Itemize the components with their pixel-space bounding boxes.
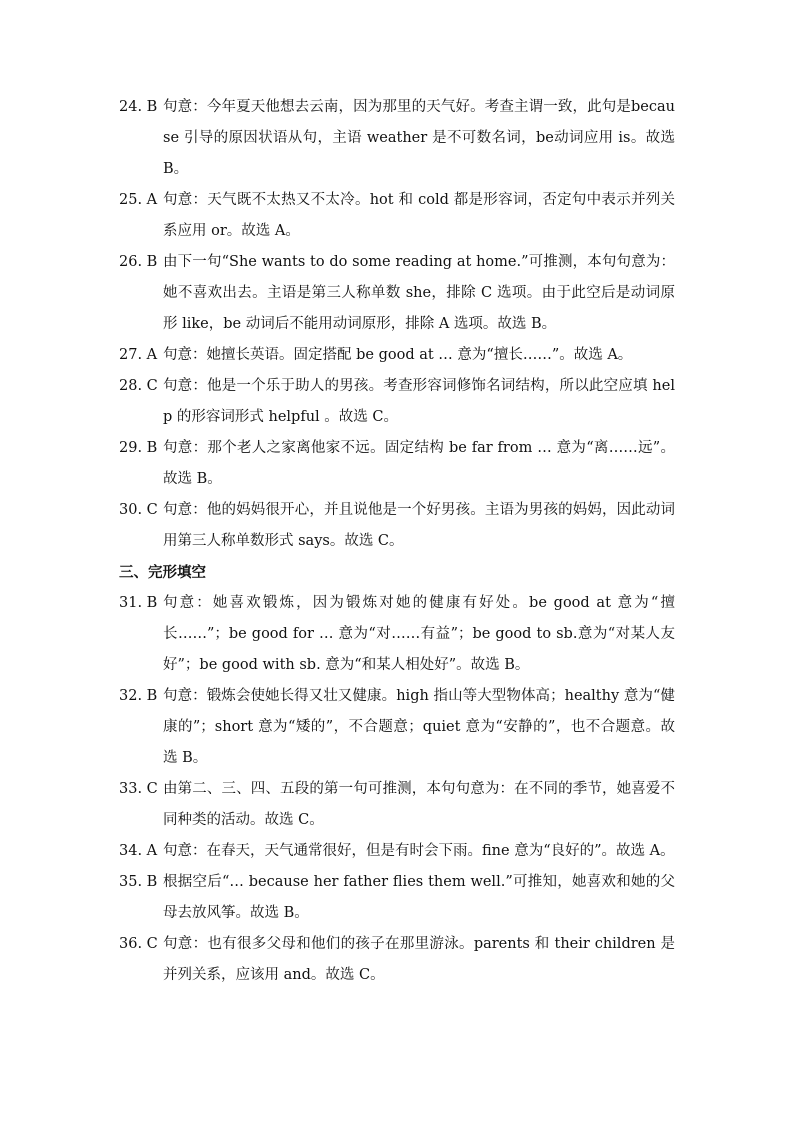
answer-item-32	[119, 681, 675, 774]
answer-item-25	[119, 185, 675, 247]
answer-explanation: 根据空后“… because her father flies them well.”可推知，她喜欢和她的父母去放风筝。故选 B。	[163, 874, 675, 921]
answer-explanation: 由第二、三、四、五段的第一句可推测，本句句意为：在不同的季节，她喜爱不同种类的活动。故选 C。	[163, 781, 675, 828]
answer-explanation: 句意：也有很多父母和他们的孩子在那里游泳。parents 和 their children 是并列关系，应该用 and。故选 C。	[163, 936, 675, 983]
answer-item-34	[119, 836, 675, 867]
answer-explanations	[119, 92, 675, 991]
answer-explanation: 句意：天气既不太热又不太冷。hot 和 cold 都是形容词，否定句中表示并列关系应用 or。故选 A。	[163, 192, 675, 239]
answer-item-27	[119, 340, 675, 371]
answer-number: 28. C	[119, 378, 158, 394]
answer-item-31	[119, 588, 675, 681]
answer-number: 30. C	[119, 502, 158, 518]
answer-item-33	[119, 774, 675, 836]
answer-explanation: 句意：他是一个乐于助人的男孩。考查形容词修饰名词结构，所以此空应填 help 的形容词形式 helpful 。故选 C。	[163, 378, 675, 425]
answer-number: 33. C	[119, 781, 158, 797]
answer-item-36	[119, 929, 675, 991]
answer-explanation: 句意：她擅长英语。固定搭配 be good at … 意为“擅长……”。故选 A。	[163, 347, 633, 363]
answer-number: 32. B	[119, 688, 158, 704]
answer-number: 24. B	[119, 99, 158, 115]
answer-item-24	[119, 92, 675, 185]
answer-item-35	[119, 867, 675, 929]
answer-explanation: 句意：他的妈妈很开心，并且说他是一个好男孩。主语为男孩的妈妈，因此动词用第三人称单数形式 says。故选 C。	[163, 502, 675, 549]
answer-explanation: 句意：今年夏天他想去云南，因为那里的天气好。考查主谓一致，此句是because 引导的原因状语从句，主语 weather 是不可数名词，be动词应用 is。故选 B。	[163, 99, 675, 177]
answer-explanation: 由下一句“She wants to do some reading at home.”可推测，本句句意为：她不喜欢出去。主语是第三人称单数 she，排除 C 选项。由于此空后是动词原形 like，be 动词后不能用动词原形，排除 A 选项。故选 B。	[163, 254, 675, 332]
answer-number: 36. C	[119, 936, 158, 952]
answer-number: 27. A	[119, 347, 158, 363]
answer-explanation: 句意：她喜欢锻炼，因为锻炼对她的健康有好处。be good at 意为“擅长……”；be good for … 意为“对……有益”；be good to sb.意为“对某人友好”；be good with sb. 意为“和某人相处好”。故选 B。	[163, 595, 675, 673]
answer-number: 26. B	[119, 254, 158, 270]
answer-explanation: 句意：在春天，天气通常很好，但是有时会下雨。fine 意为“良好的”。故选 A。	[163, 843, 675, 859]
answer-number: 34. A	[119, 843, 158, 859]
answer-item-30	[119, 495, 675, 557]
answer-number: 35. B	[119, 874, 158, 890]
answer-item-29	[119, 433, 675, 495]
answer-number: 31. B	[119, 595, 158, 611]
answer-item-28	[119, 371, 675, 433]
section-title: 三、完形填空	[119, 564, 206, 581]
answer-explanation: 句意：那个老人之家离他家不远。固定结构 be far from … 意为“离……远”。故选 B。	[163, 440, 675, 487]
answer-explanation: 句意：锻炼会使她长得又壮又健康。high 指山等大型物体高；healthy 意为“健康的”；short 意为“矮的”，不合题意；quiet 意为“安静的”，也不合题意。故选 B。	[163, 688, 675, 766]
answer-item-26	[119, 247, 675, 340]
answer-number: 29. B	[119, 440, 158, 456]
answer-number: 25. A	[119, 192, 158, 208]
